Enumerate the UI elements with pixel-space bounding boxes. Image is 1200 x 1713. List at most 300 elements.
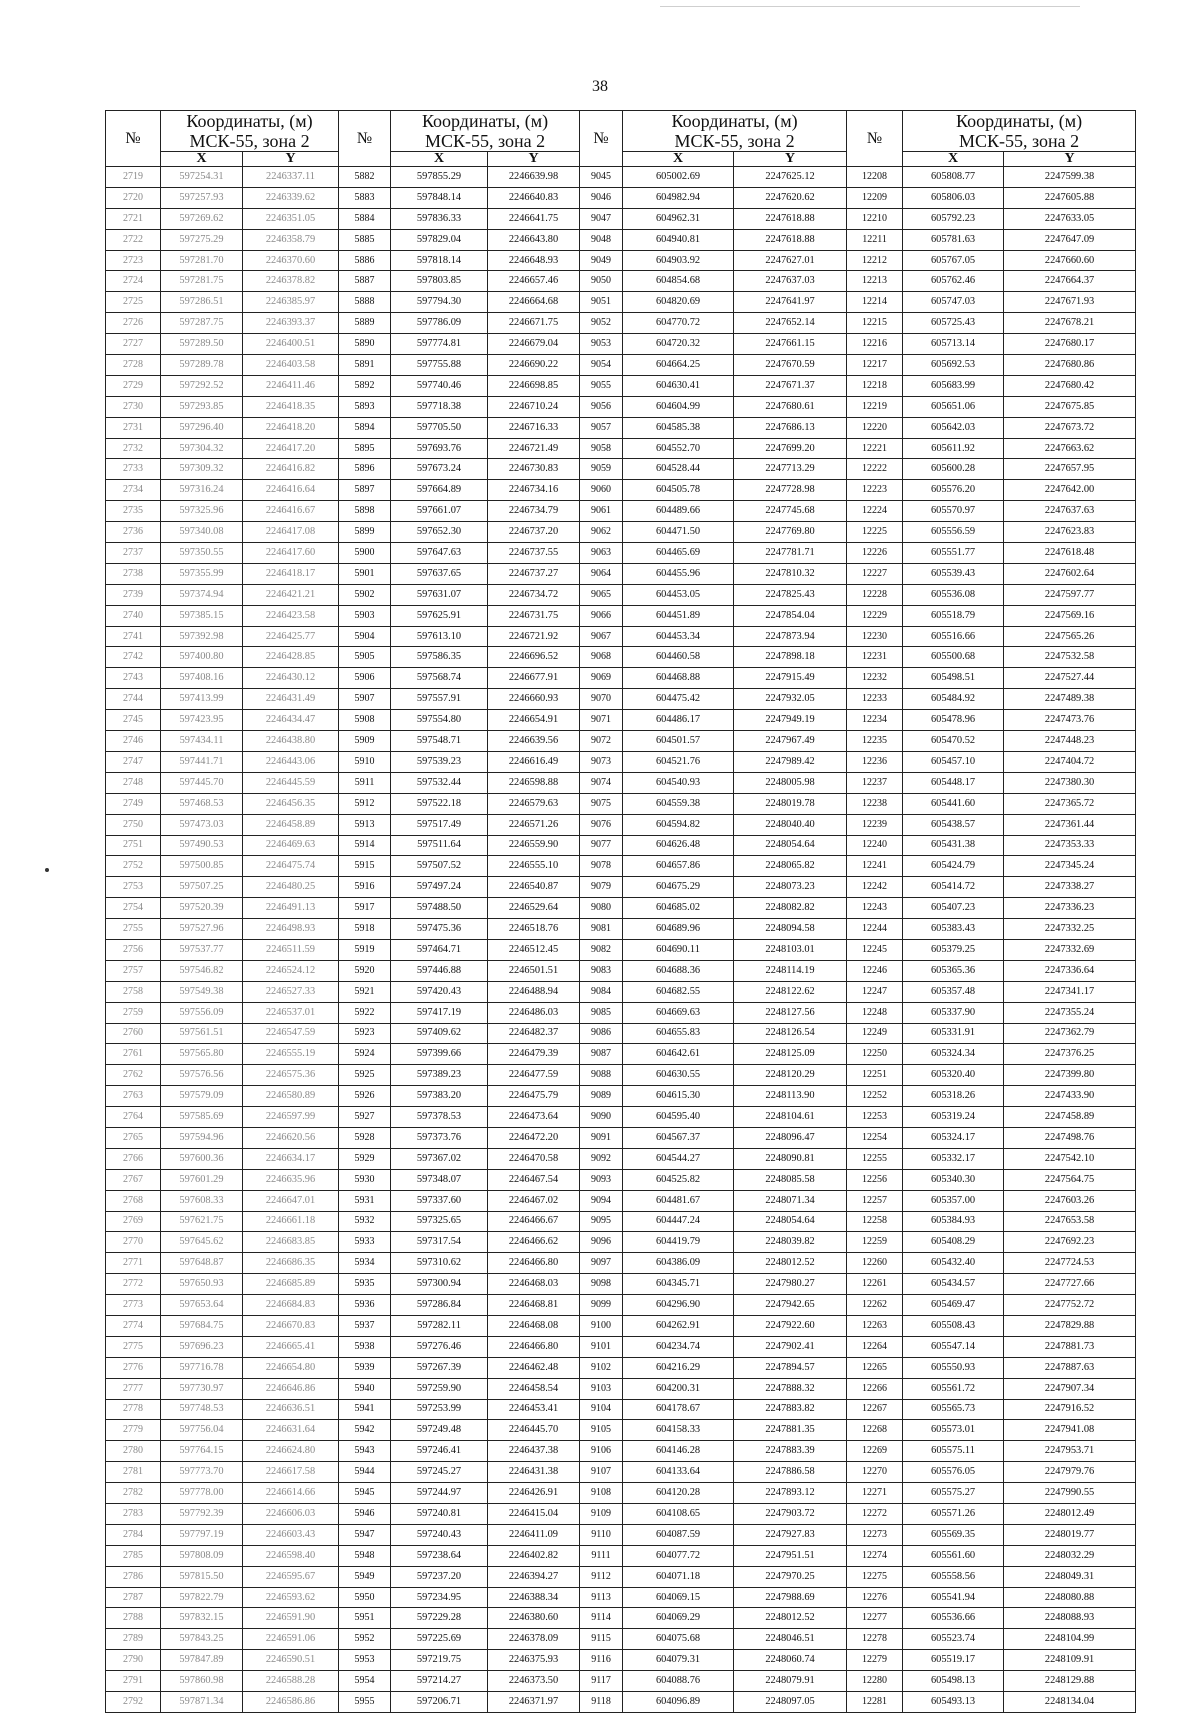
x-coordinate-cell: 604567.37: [623, 1127, 734, 1148]
y-coordinate-cell: 2247713.29: [734, 459, 847, 480]
y-coordinate-cell: 2246590.51: [243, 1650, 339, 1671]
point-number-cell: 12254: [847, 1127, 903, 1148]
point-number-cell: 2733: [106, 459, 161, 480]
x-coordinate-cell: 597300.94: [391, 1274, 488, 1295]
x-coordinate-cell: 604071.18: [623, 1566, 734, 1587]
point-number-cell: 2748: [106, 772, 161, 793]
point-number-cell: 5901: [339, 563, 391, 584]
x-coordinate-cell: 597219.75: [391, 1650, 488, 1671]
x-coordinate-cell: 604940.81: [623, 229, 734, 250]
point-number-cell: 9069: [580, 668, 623, 689]
y-coordinate-cell: 2246498.93: [243, 919, 339, 940]
x-coordinate-cell: 597586.35: [391, 647, 488, 668]
column-number-header: №: [580, 111, 623, 167]
point-number-cell: 12262: [847, 1295, 903, 1316]
x-coordinate-cell: 597289.78: [161, 355, 243, 376]
point-number-cell: 5924: [339, 1044, 391, 1065]
x-coordinate-cell: 605713.14: [903, 334, 1004, 355]
table-row: [106, 1420, 1136, 1441]
y-coordinate-cell: 2247599.38: [1004, 167, 1136, 188]
x-coordinate-cell: 604615.30: [623, 1086, 734, 1107]
x-coordinate-cell: 605575.11: [903, 1441, 1004, 1462]
x-coordinate-cell: 597488.50: [391, 898, 488, 919]
y-coordinate-cell: 2248039.82: [734, 1232, 847, 1253]
x-coordinate-cell: 604296.90: [623, 1295, 734, 1316]
point-number-cell: 2725: [106, 292, 161, 313]
y-coordinate-cell: 2247728.98: [734, 480, 847, 501]
y-coordinate-cell: 2246417.20: [243, 438, 339, 459]
point-number-cell: 2761: [106, 1044, 161, 1065]
point-number-cell: 5952: [339, 1629, 391, 1650]
point-number-cell: 2771: [106, 1253, 161, 1274]
x-coordinate-cell: 597871.34: [161, 1692, 243, 1713]
y-coordinate-cell: 2247752.72: [1004, 1295, 1136, 1316]
coordinates-table: [105, 110, 1136, 1713]
point-number-cell: 12220: [847, 417, 903, 438]
x-coordinate-cell: 597229.28: [391, 1608, 488, 1629]
x-coordinate-cell: 597652.30: [391, 522, 488, 543]
y-coordinate-cell: 2247967.49: [734, 731, 847, 752]
point-number-cell: 5894: [339, 417, 391, 438]
point-number-cell: 2746: [106, 731, 161, 752]
x-coordinate-cell: 605434.57: [903, 1274, 1004, 1295]
point-number-cell: 5895: [339, 438, 391, 459]
x-coordinate-cell: 604630.41: [623, 375, 734, 396]
table-row: [106, 668, 1136, 689]
y-coordinate-cell: 2246431.49: [243, 689, 339, 710]
point-number-cell: 12218: [847, 375, 903, 396]
x-coordinate-cell: 597282.11: [391, 1315, 488, 1336]
x-coordinate-cell: 605558.56: [903, 1566, 1004, 1587]
y-coordinate-cell: 2246466.62: [488, 1232, 580, 1253]
point-number-cell: 9115: [580, 1629, 623, 1650]
x-coordinate-cell: 597304.32: [161, 438, 243, 459]
table-row: [106, 835, 1136, 856]
point-number-cell: 5926: [339, 1086, 391, 1107]
point-number-cell: 2756: [106, 939, 161, 960]
table-row: [106, 1504, 1136, 1525]
table-row: [106, 1650, 1136, 1671]
y-coordinate-cell: 2247527.44: [1004, 668, 1136, 689]
x-coordinate-cell: 604505.78: [623, 480, 734, 501]
y-coordinate-cell: 2248005.98: [734, 772, 847, 793]
point-number-cell: 5934: [339, 1253, 391, 1274]
x-coordinate-cell: 597522.18: [391, 793, 488, 814]
point-number-cell: 2749: [106, 793, 161, 814]
point-number-cell: 9054: [580, 355, 623, 376]
y-coordinate-cell: 2246586.86: [243, 1692, 339, 1713]
group-subtitle: МСК-55, зона 2: [958, 131, 1080, 151]
x-coordinate-cell: 605484.92: [903, 689, 1004, 710]
y-coordinate-cell: 2247699.20: [734, 438, 847, 459]
y-coordinate-cell: 2246373.50: [488, 1671, 580, 1692]
y-coordinate-cell: 2247653.58: [1004, 1211, 1136, 1232]
x-coordinate-cell: 605808.77: [903, 167, 1004, 188]
y-coordinate-cell: 2246371.97: [488, 1692, 580, 1713]
point-number-cell: 2754: [106, 898, 161, 919]
y-coordinate-cell: 2247893.12: [734, 1483, 847, 1504]
y-coordinate-cell: 2246473.64: [488, 1107, 580, 1128]
x-coordinate-cell: 604262.91: [623, 1315, 734, 1336]
page-number: 38: [592, 78, 608, 95]
x-coordinate-cell: 597244.97: [391, 1483, 488, 1504]
x-coordinate-cell: 597548.71: [391, 731, 488, 752]
point-number-cell: 5949: [339, 1566, 391, 1587]
table-row: [106, 313, 1136, 334]
group-subtitle: МСК-55, зона 2: [674, 131, 795, 151]
y-coordinate-cell: 2246665.41: [243, 1336, 339, 1357]
point-number-cell: 5910: [339, 751, 391, 772]
point-number-cell: 5887: [339, 271, 391, 292]
x-coordinate-cell: 605539.43: [903, 563, 1004, 584]
y-coordinate-cell: 2246393.37: [243, 313, 339, 334]
point-number-cell: 2766: [106, 1148, 161, 1169]
y-coordinate-cell: 2246388.34: [488, 1587, 580, 1608]
y-coordinate-cell: 2248120.29: [734, 1065, 847, 1086]
point-number-cell: 2724: [106, 271, 161, 292]
y-coordinate-cell: 2246462.48: [488, 1357, 580, 1378]
point-number-cell: 2770: [106, 1232, 161, 1253]
y-coordinate-cell: 2246417.08: [243, 522, 339, 543]
point-number-cell: 9066: [580, 605, 623, 626]
point-number-cell: 2750: [106, 814, 161, 835]
x-coordinate-cell: 604675.29: [623, 877, 734, 898]
table-row: [106, 877, 1136, 898]
table-row: [106, 501, 1136, 522]
x-coordinate-cell: 597756.04: [161, 1420, 243, 1441]
x-coordinate-cell: 604216.29: [623, 1357, 734, 1378]
x-coordinate-cell: 597794.30: [391, 292, 488, 313]
x-coordinate-cell: 597441.71: [161, 751, 243, 772]
y-coordinate-cell: 2246595.67: [243, 1566, 339, 1587]
y-coordinate-cell: 2247942.65: [734, 1295, 847, 1316]
x-coordinate-cell: 604595.40: [623, 1107, 734, 1128]
x-coordinate-cell: 597373.76: [391, 1127, 488, 1148]
y-coordinate-cell: 2246664.68: [488, 292, 580, 313]
x-coordinate-cell: 597400.80: [161, 647, 243, 668]
y-coordinate-cell: 2248082.82: [734, 898, 847, 919]
y-coordinate-cell: 2247336.23: [1004, 898, 1136, 919]
point-number-cell: 2767: [106, 1169, 161, 1190]
x-coordinate-cell: 604528.44: [623, 459, 734, 480]
point-number-cell: 9099: [580, 1295, 623, 1316]
y-coordinate-cell: 2246716.33: [488, 417, 580, 438]
y-coordinate-cell: 2247883.39: [734, 1441, 847, 1462]
x-coordinate-cell: 605457.10: [903, 751, 1004, 772]
x-coordinate-cell: 604642.61: [623, 1044, 734, 1065]
point-number-cell: 2779: [106, 1420, 161, 1441]
x-coordinate-cell: 605337.90: [903, 1002, 1004, 1023]
point-number-cell: 12281: [847, 1692, 903, 1713]
y-coordinate-cell: 2246351.05: [243, 208, 339, 229]
x-coordinate-cell: 597554.80: [391, 710, 488, 731]
y-coordinate-cell: 2247979.76: [1004, 1462, 1136, 1483]
y-coordinate-cell: 2247341.17: [1004, 981, 1136, 1002]
x-coordinate-cell: 597507.52: [391, 856, 488, 877]
point-number-cell: 12213: [847, 271, 903, 292]
x-coordinate-cell: 597855.29: [391, 167, 488, 188]
point-number-cell: 9081: [580, 919, 623, 940]
point-number-cell: 9087: [580, 1044, 623, 1065]
y-coordinate-cell: 2246640.83: [488, 187, 580, 208]
x-coordinate-cell: 597637.65: [391, 563, 488, 584]
point-number-cell: 12265: [847, 1357, 903, 1378]
y-coordinate-cell: 2247745.68: [734, 501, 847, 522]
table-row: [106, 271, 1136, 292]
y-coordinate-cell: 2248049.31: [1004, 1566, 1136, 1587]
x-coordinate-cell: 597860.98: [161, 1671, 243, 1692]
y-coordinate-cell: 2246411.09: [488, 1524, 580, 1545]
point-number-cell: 9103: [580, 1378, 623, 1399]
y-coordinate-cell: 2246425.77: [243, 626, 339, 647]
point-number-cell: 9080: [580, 898, 623, 919]
x-coordinate-cell: 597648.87: [161, 1253, 243, 1274]
table-row: [106, 772, 1136, 793]
y-coordinate-cell: 2247873.94: [734, 626, 847, 647]
point-number-cell: 12249: [847, 1023, 903, 1044]
y-coordinate-cell: 2246486.03: [488, 1002, 580, 1023]
point-number-cell: 2734: [106, 480, 161, 501]
x-coordinate-cell: 597281.70: [161, 250, 243, 271]
y-coordinate-cell: 2246458.54: [488, 1378, 580, 1399]
x-coordinate-cell: 605441.60: [903, 793, 1004, 814]
x-coordinate-cell: 597350.55: [161, 543, 243, 564]
point-number-cell: 2792: [106, 1692, 161, 1713]
point-number-cell: 5931: [339, 1190, 391, 1211]
y-coordinate-cell: 2246684.83: [243, 1295, 339, 1316]
x-coordinate-cell: 597269.62: [161, 208, 243, 229]
point-number-cell: 9098: [580, 1274, 623, 1295]
y-coordinate-cell: 2246468.08: [488, 1315, 580, 1336]
x-coordinate-cell: 604087.59: [623, 1524, 734, 1545]
point-number-cell: 9105: [580, 1420, 623, 1441]
x-coordinate-cell: 605692.53: [903, 355, 1004, 376]
point-number-cell: 2752: [106, 856, 161, 877]
x-coordinate-cell: 605508.43: [903, 1315, 1004, 1336]
point-number-cell: 2723: [106, 250, 161, 271]
point-number-cell: 9097: [580, 1253, 623, 1274]
point-number-cell: 9113: [580, 1587, 623, 1608]
point-number-cell: 5944: [339, 1462, 391, 1483]
x-coordinate-cell: 605569.35: [903, 1524, 1004, 1545]
x-coordinate-cell: 604419.79: [623, 1232, 734, 1253]
point-number-cell: 9096: [580, 1232, 623, 1253]
y-coordinate-cell: 2246466.80: [488, 1336, 580, 1357]
point-number-cell: 5883: [339, 187, 391, 208]
x-coordinate-cell: 605002.69: [623, 167, 734, 188]
y-coordinate-cell: 2246547.59: [243, 1023, 339, 1044]
y-coordinate-cell: 2247642.00: [1004, 480, 1136, 501]
x-coordinate-cell: 597257.93: [161, 187, 243, 208]
y-coordinate-cell: 2247915.49: [734, 668, 847, 689]
table-row: [106, 919, 1136, 940]
point-number-cell: 12263: [847, 1315, 903, 1336]
point-number-cell: 9085: [580, 1002, 623, 1023]
x-coordinate-cell: 605576.05: [903, 1462, 1004, 1483]
x-coordinate-cell: 597316.24: [161, 480, 243, 501]
y-coordinate-cell: 2247881.73: [1004, 1336, 1136, 1357]
y-coordinate-cell: 2247332.25: [1004, 919, 1136, 940]
x-coordinate-cell: 597253.99: [391, 1399, 488, 1420]
x-coordinate-cell: 605324.34: [903, 1044, 1004, 1065]
x-coordinate-cell: 597673.24: [391, 459, 488, 480]
y-coordinate-cell: 2247724.53: [1004, 1253, 1136, 1274]
point-number-cell: 9057: [580, 417, 623, 438]
x-coordinate-cell: 605498.13: [903, 1671, 1004, 1692]
y-coordinate-cell: 2246488.94: [488, 981, 580, 1002]
y-coordinate-cell: 2246647.01: [243, 1190, 339, 1211]
x-coordinate-cell: 605379.25: [903, 939, 1004, 960]
table-row: [106, 1378, 1136, 1399]
x-coordinate-cell: 605470.52: [903, 731, 1004, 752]
y-coordinate-cell: 2247927.83: [734, 1524, 847, 1545]
point-number-cell: 2790: [106, 1650, 161, 1671]
y-coordinate-cell: 2246575.36: [243, 1065, 339, 1086]
y-coordinate-cell: 2247686.13: [734, 417, 847, 438]
table-row: [106, 396, 1136, 417]
point-number-cell: 9090: [580, 1107, 623, 1128]
y-coordinate-cell: 2247949.19: [734, 710, 847, 731]
x-coordinate-cell: 597409.62: [391, 1023, 488, 1044]
x-coordinate-cell: 597647.63: [391, 543, 488, 564]
x-coordinate-cell: 597267.39: [391, 1357, 488, 1378]
point-number-cell: 12217: [847, 355, 903, 376]
x-coordinate-cell: 604178.67: [623, 1399, 734, 1420]
x-coordinate-cell: 597289.50: [161, 334, 243, 355]
x-coordinate-cell: 597556.09: [161, 1002, 243, 1023]
x-coordinate-cell: 605642.03: [903, 417, 1004, 438]
column-number-header: №: [106, 111, 161, 167]
y-coordinate-cell: 2246671.75: [488, 313, 580, 334]
point-number-cell: 9106: [580, 1441, 623, 1462]
point-number-cell: 12234: [847, 710, 903, 731]
point-number-cell: 2765: [106, 1127, 161, 1148]
x-coordinate-cell: 597684.75: [161, 1315, 243, 1336]
table-row: [106, 710, 1136, 731]
point-number-cell: 2762: [106, 1065, 161, 1086]
x-coordinate-cell: 604108.65: [623, 1504, 734, 1525]
point-number-cell: 5947: [339, 1524, 391, 1545]
x-coordinate-cell: 604690.11: [623, 939, 734, 960]
y-coordinate-cell: 2246511.59: [243, 939, 339, 960]
point-number-cell: 9101: [580, 1336, 623, 1357]
x-coordinate-cell: 597367.02: [391, 1148, 488, 1169]
x-coordinate-cell: 597383.20: [391, 1086, 488, 1107]
x-coordinate-cell: 604962.31: [623, 208, 734, 229]
point-number-cell: 2721: [106, 208, 161, 229]
y-coordinate-cell: 2247888.32: [734, 1378, 847, 1399]
y-coordinate-cell: 2248114.19: [734, 960, 847, 981]
point-number-cell: 5932: [339, 1211, 391, 1232]
table-row: [106, 438, 1136, 459]
point-number-cell: 9091: [580, 1127, 623, 1148]
x-coordinate-cell: 597468.53: [161, 793, 243, 814]
y-coordinate-cell: 2247473.76: [1004, 710, 1136, 731]
y-coordinate-cell: 2246479.39: [488, 1044, 580, 1065]
y-coordinate-cell: 2247564.75: [1004, 1169, 1136, 1190]
column-x-header: X: [161, 152, 243, 167]
x-coordinate-cell: 604720.32: [623, 334, 734, 355]
scan-speck: [45, 868, 49, 872]
x-coordinate-cell: 605320.40: [903, 1065, 1004, 1086]
table-row: [106, 605, 1136, 626]
y-coordinate-cell: 2247769.80: [734, 522, 847, 543]
y-coordinate-cell: 2247941.08: [1004, 1420, 1136, 1441]
point-number-cell: 2789: [106, 1629, 161, 1650]
header-row-titles: [106, 111, 1136, 152]
x-coordinate-cell: 597206.71: [391, 1692, 488, 1713]
x-coordinate-cell: 605565.73: [903, 1399, 1004, 1420]
point-number-cell: 9059: [580, 459, 623, 480]
table-row: [106, 459, 1136, 480]
point-number-cell: 2759: [106, 1002, 161, 1023]
column-y-header: Y: [734, 152, 847, 167]
x-coordinate-cell: 604079.31: [623, 1650, 734, 1671]
x-coordinate-cell: 604158.33: [623, 1420, 734, 1441]
point-number-cell: 12268: [847, 1420, 903, 1441]
y-coordinate-cell: 2246527.33: [243, 981, 339, 1002]
x-coordinate-cell: 604471.50: [623, 522, 734, 543]
x-coordinate-cell: 605407.23: [903, 898, 1004, 919]
y-coordinate-cell: 2246660.93: [488, 689, 580, 710]
x-coordinate-cell: 604594.82: [623, 814, 734, 835]
y-coordinate-cell: 2247989.42: [734, 751, 847, 772]
coordinates-group-header: [903, 111, 1136, 152]
point-number-cell: 12221: [847, 438, 903, 459]
x-coordinate-cell: 597740.46: [391, 375, 488, 396]
y-coordinate-cell: 2246339.62: [243, 187, 339, 208]
point-number-cell: 2747: [106, 751, 161, 772]
x-coordinate-cell: 597214.27: [391, 1671, 488, 1692]
y-coordinate-cell: 2246696.52: [488, 647, 580, 668]
y-coordinate-cell: 2247620.62: [734, 187, 847, 208]
point-number-cell: 9084: [580, 981, 623, 1002]
point-number-cell: 12267: [847, 1399, 903, 1420]
point-number-cell: 2731: [106, 417, 161, 438]
y-coordinate-cell: 2246416.67: [243, 501, 339, 522]
y-coordinate-cell: 2246614.66: [243, 1483, 339, 1504]
point-number-cell: 9086: [580, 1023, 623, 1044]
y-coordinate-cell: 2247671.37: [734, 375, 847, 396]
x-coordinate-cell: 597546.82: [161, 960, 243, 981]
x-coordinate-cell: 597705.50: [391, 417, 488, 438]
y-coordinate-cell: 2246456.35: [243, 793, 339, 814]
x-coordinate-cell: 597764.15: [161, 1441, 243, 1462]
x-coordinate-cell: 597661.07: [391, 501, 488, 522]
y-coordinate-cell: 2248012.52: [734, 1608, 847, 1629]
x-coordinate-cell: 605500.68: [903, 647, 1004, 668]
y-coordinate-cell: 2246467.02: [488, 1190, 580, 1211]
point-number-cell: 12238: [847, 793, 903, 814]
y-coordinate-cell: 2246402.82: [488, 1545, 580, 1566]
x-coordinate-cell: 597748.53: [161, 1399, 243, 1420]
x-coordinate-cell: 604386.09: [623, 1253, 734, 1274]
point-number-cell: 12209: [847, 187, 903, 208]
y-coordinate-cell: 2246686.35: [243, 1253, 339, 1274]
x-coordinate-cell: 597374.94: [161, 584, 243, 605]
x-coordinate-cell: 597490.53: [161, 835, 243, 856]
y-coordinate-cell: 2247680.86: [1004, 355, 1136, 376]
table-row: [106, 1148, 1136, 1169]
point-number-cell: 2787: [106, 1587, 161, 1608]
point-number-cell: 9045: [580, 167, 623, 188]
point-number-cell: 9074: [580, 772, 623, 793]
point-number-cell: 5911: [339, 772, 391, 793]
x-coordinate-cell: 597245.27: [391, 1462, 488, 1483]
point-number-cell: 5939: [339, 1357, 391, 1378]
point-number-cell: 2769: [106, 1211, 161, 1232]
x-coordinate-cell: 597464.71: [391, 939, 488, 960]
